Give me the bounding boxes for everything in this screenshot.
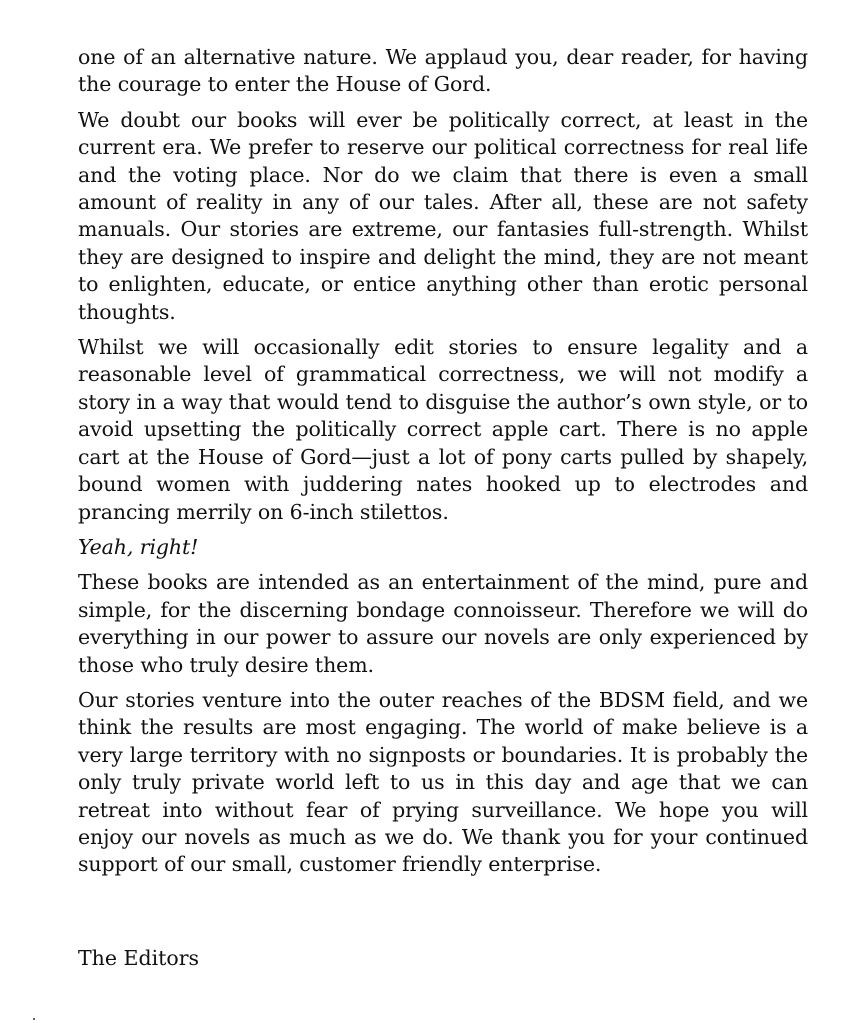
paragraph-closing: Our stories venture into the outer reaches of the BDSM field, and we think the results are most engaging. The world of make believe is a very large territory with no signposts or boundaries. It is probably the only truly private world left to us in this day and age that we can retreat into without fear of prying surveillance. We hope you will enjoy our novels as much as we do. We thank you for your continued support of our small, customer friendly enterprise.	[78, 687, 808, 877]
paragraph-political-correctness: We doubt our books will ever be politically correct, at least in the current era. We prefer to reserve our political correctness for real life and the voting place. Nor do we claim that there is even a small amount of reality in any of our tales. After all, these are not safety manuals. Our stories are extreme, our fantasies full-strength. Whilst they are designed to inspire and delight the mind, they are not meant to enlighten, educate, or entice anything other than erotic personal thoughts.	[78, 107, 808, 324]
paragraph-aside: Yeah, right!	[78, 534, 199, 559]
signature: The Editors	[78, 946, 200, 970]
scan-speck	[33, 1018, 35, 1020]
paragraph-audience: These books are intended as an entertainment of the mind, pure and simple, for the discerning bondage connoisseur. Therefore we will do everything in our power to assure our novels are only experienced by those who truly desire them.	[78, 570, 808, 677]
paragraph-intro-continuation: one of an alternative nature. We applaud you, dear reader, for having the courage to enter the House of Gord.	[78, 45, 808, 97]
document-body	[78, 44, 808, 887]
paragraph-editing-policy: Whilst we will occasionally edit stories to ensure legality and a reasonable level of grammatical correctness, we will not modify a story in a way that would tend to disguise the author’s own style, or to avoid upsetting the politically correct apple cart. There is no apple cart at the House of Gord—just a lot of pony carts pulled by shapely, bound women with juddering nates hooked up to electrodes and prancing merrily on 6-inch stilettos.	[78, 335, 808, 524]
